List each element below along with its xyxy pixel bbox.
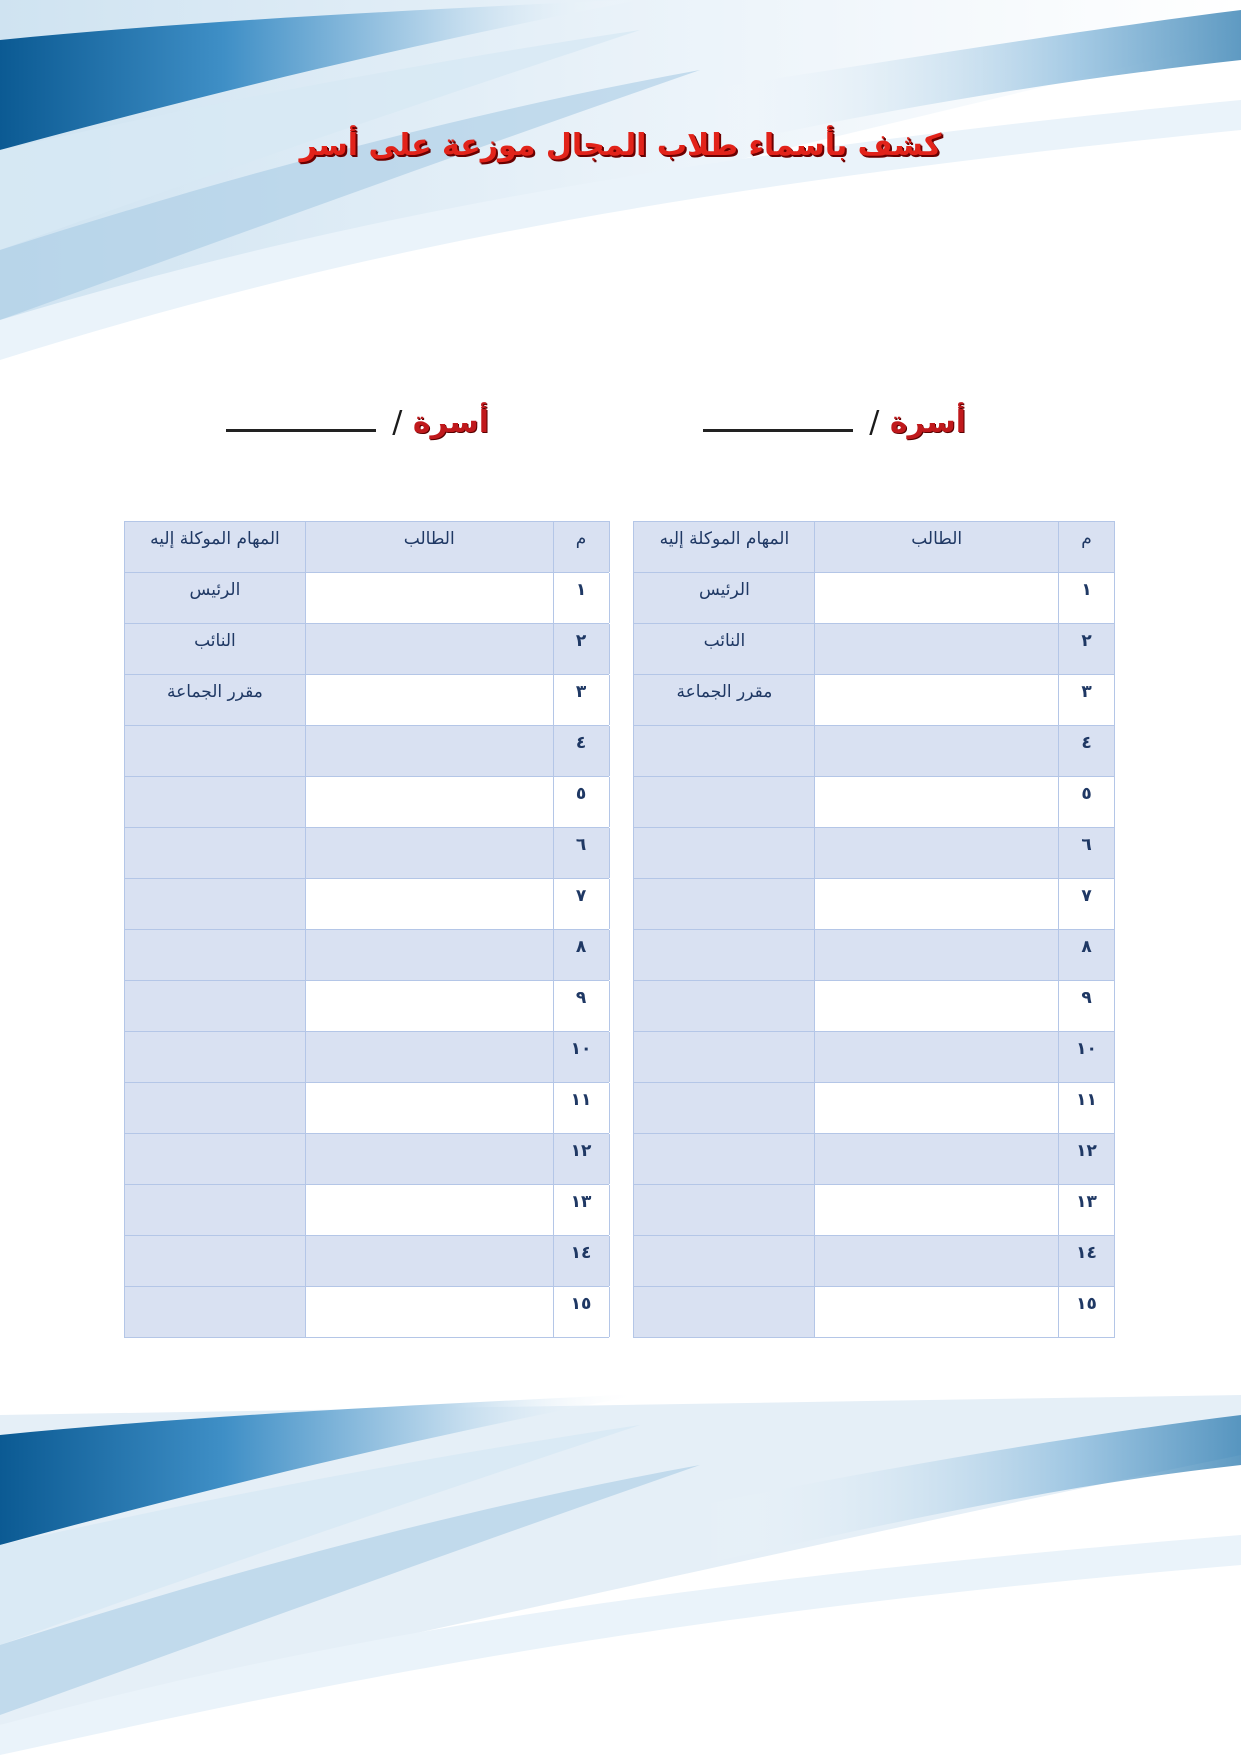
row-number-cell (1059, 1287, 1115, 1338)
row-number-cell-text: ١٣ (1076, 1192, 1097, 1212)
row-number-cell (553, 1287, 609, 1338)
task-cell (634, 1083, 815, 1134)
family-separator: / (869, 405, 880, 440)
row-number-cell-text: ٢ (575, 631, 587, 651)
task-cell (634, 828, 815, 879)
header-student: الطالب (305, 522, 553, 573)
row-number-cell-text: ١٥ (1076, 1294, 1097, 1314)
row-number-cell-text: ١٢ (570, 1141, 592, 1161)
table-row (125, 573, 1115, 624)
row-number-cell (553, 828, 609, 879)
student-name-cell[interactable] (305, 777, 553, 828)
student-name-cell[interactable] (305, 624, 553, 675)
row-number-cell-text: ٧ (1081, 886, 1092, 906)
table-gap (609, 1185, 634, 1236)
table-gap (609, 573, 634, 624)
row-number-cell-text: ١٢ (1076, 1141, 1097, 1161)
table-row (125, 777, 1115, 828)
student-name-cell[interactable] (815, 1287, 1059, 1338)
row-number-cell-text: ٢ (1081, 631, 1092, 651)
table-row (125, 930, 1115, 981)
task-cell (634, 573, 815, 624)
row-number-cell (1059, 726, 1115, 777)
row-number-cell (553, 624, 609, 675)
families-table (124, 521, 1115, 1338)
table-row (125, 726, 1115, 777)
student-name-cell[interactable] (815, 726, 1059, 777)
student-name-cell[interactable] (815, 777, 1059, 828)
family-label: أسرة (889, 405, 966, 440)
family-field-left (226, 405, 489, 440)
task-cell (125, 828, 306, 879)
task-cell (125, 777, 306, 828)
task-cell-text: مقرر الجماعة (167, 682, 263, 702)
row-number-cell-text: ٦ (575, 835, 587, 855)
task-cell-text: مقرر الجماعة (676, 682, 773, 702)
family-field-right (703, 405, 966, 440)
row-number-cell-text: ٨ (575, 937, 587, 957)
student-name-cell[interactable] (815, 1083, 1059, 1134)
header-wave-graphic (0, 0, 1241, 360)
row-number-cell-text: ١٣ (570, 1192, 592, 1212)
table-row (125, 1185, 1115, 1236)
row-number-cell (1059, 624, 1115, 675)
family-name-blank[interactable] (703, 429, 853, 432)
table-gap (609, 675, 634, 726)
row-number-cell (1059, 1134, 1115, 1185)
row-number-cell (553, 726, 609, 777)
row-number-cell (1059, 828, 1115, 879)
student-name-cell[interactable] (305, 726, 553, 777)
table-gap (609, 1083, 634, 1134)
header-student: الطالب (815, 522, 1059, 573)
student-name-cell[interactable] (305, 1032, 553, 1083)
student-name-cell[interactable] (815, 1032, 1059, 1083)
row-number-cell (553, 573, 609, 624)
table-row (125, 828, 1115, 879)
row-number-cell (553, 675, 609, 726)
row-number-cell-text: ٦ (1081, 835, 1092, 855)
row-number-cell (1059, 1032, 1115, 1083)
task-cell (634, 1236, 815, 1287)
row-number-cell-text: ٧ (575, 886, 587, 906)
row-number-cell (1059, 879, 1115, 930)
task-cell (125, 726, 306, 777)
table-gap (609, 777, 634, 828)
row-number-cell-text: ٨ (1081, 937, 1092, 957)
table-row (125, 1236, 1115, 1287)
row-number-cell (1059, 930, 1115, 981)
family-label: أسرة (412, 405, 489, 440)
student-name-cell[interactable] (305, 1236, 553, 1287)
header-task: المهام الموكلة إليه (634, 522, 815, 573)
student-name-cell[interactable] (815, 1236, 1059, 1287)
table-row (125, 624, 1115, 675)
page-title: كشف بأسماء طلاب المجال موزعة على أسر (299, 128, 942, 163)
task-cell (634, 1185, 815, 1236)
task-cell (125, 1185, 306, 1236)
table-gap (609, 981, 634, 1032)
student-name-cell[interactable] (305, 930, 553, 981)
row-number-cell-text: ٥ (1081, 784, 1092, 804)
row-number-cell (553, 1185, 609, 1236)
row-number-cell-text: ٩ (1081, 988, 1092, 1008)
row-number-cell-text: ١٤ (570, 1243, 592, 1263)
task-cell (125, 1287, 306, 1338)
row-number-cell (1059, 1185, 1115, 1236)
student-name-cell[interactable] (305, 1134, 553, 1185)
student-name-cell[interactable] (815, 1185, 1059, 1236)
student-name-cell[interactable] (815, 828, 1059, 879)
footer-wave-graphic (0, 1395, 1241, 1755)
table-row (125, 879, 1115, 930)
row-number-cell (553, 879, 609, 930)
student-name-cell[interactable] (305, 573, 553, 624)
student-name-cell[interactable] (815, 1134, 1059, 1185)
student-name-cell[interactable] (305, 1287, 553, 1338)
row-number-cell (553, 1236, 609, 1287)
table-gap (609, 1134, 634, 1185)
row-number-cell (553, 777, 609, 828)
task-cell (125, 930, 306, 981)
table-gap (609, 1287, 634, 1338)
family-separator: / (392, 405, 403, 440)
table-gap (609, 522, 634, 573)
row-number-cell-text: ٣ (1081, 682, 1092, 702)
row-number-cell (553, 1083, 609, 1134)
student-name-cell[interactable] (305, 828, 553, 879)
student-name-cell[interactable] (815, 624, 1059, 675)
header-number: م (1059, 522, 1115, 573)
task-cell (634, 930, 815, 981)
task-cell-text: النائب (703, 631, 746, 651)
table-gap (609, 1032, 634, 1083)
task-cell (125, 981, 306, 1032)
task-cell (634, 1287, 815, 1338)
task-cell (125, 573, 306, 624)
family-name-blank[interactable] (226, 429, 376, 432)
student-name-cell[interactable] (815, 981, 1059, 1032)
table-gap (609, 879, 634, 930)
task-cell-text: الرئيس (189, 580, 241, 600)
student-name-cell[interactable] (305, 675, 553, 726)
task-cell (125, 1083, 306, 1134)
row-number-cell (1059, 777, 1115, 828)
table-row (125, 981, 1115, 1032)
row-number-cell (1059, 1236, 1115, 1287)
row-number-cell-text: ١ (1081, 580, 1092, 600)
task-cell (634, 1134, 815, 1185)
student-name-cell[interactable] (815, 675, 1059, 726)
header-number: م (553, 522, 609, 573)
task-cell (125, 1134, 306, 1185)
student-name-cell[interactable] (815, 879, 1059, 930)
table-row (125, 1083, 1115, 1134)
row-number-cell-text: ١ (575, 580, 587, 600)
row-number-cell (553, 930, 609, 981)
row-number-cell (1059, 981, 1115, 1032)
table-gap (609, 624, 634, 675)
student-name-cell[interactable] (305, 981, 553, 1032)
header-task: المهام الموكلة إليه (125, 522, 306, 573)
row-number-cell-text: ٥ (575, 784, 587, 804)
table-header-row (125, 522, 1115, 573)
table-row (125, 1032, 1115, 1083)
task-cell (634, 981, 815, 1032)
table-row (125, 1287, 1115, 1338)
task-cell (125, 675, 306, 726)
task-cell-text: النائب (194, 631, 236, 651)
row-number-cell-text: ٤ (1081, 733, 1092, 753)
row-number-cell-text: ٩ (575, 988, 587, 1008)
task-cell-text: الرئيس (698, 580, 750, 600)
row-number-cell (553, 1032, 609, 1083)
row-number-cell (553, 1134, 609, 1185)
task-cell (634, 1032, 815, 1083)
task-cell (634, 777, 815, 828)
row-number-cell-text: ٤ (575, 733, 587, 753)
task-cell (634, 675, 815, 726)
row-number-cell-text: ٣ (575, 682, 587, 702)
task-cell (634, 624, 815, 675)
table-gap (609, 726, 634, 777)
row-number-cell (1059, 675, 1115, 726)
row-number-cell (1059, 1083, 1115, 1134)
table-row (125, 675, 1115, 726)
row-number-cell-text: ١١ (570, 1090, 592, 1110)
task-cell (634, 726, 815, 777)
student-name-cell[interactable] (815, 573, 1059, 624)
row-number-cell (1059, 573, 1115, 624)
task-cell (634, 879, 815, 930)
row-number-cell-text: ١٠ (1076, 1039, 1097, 1059)
table-row (125, 1134, 1115, 1185)
student-name-cell[interactable] (305, 1083, 553, 1134)
row-number-cell-text: ١٠ (570, 1039, 592, 1059)
task-cell (125, 624, 306, 675)
task-cell (125, 1032, 306, 1083)
table-gap (609, 930, 634, 981)
row-number-cell-text: ١١ (1076, 1090, 1097, 1110)
row-number-cell (553, 981, 609, 1032)
row-number-cell-text: ١٥ (570, 1294, 592, 1314)
table-gap (609, 828, 634, 879)
table-gap (609, 1236, 634, 1287)
student-name-cell[interactable] (815, 930, 1059, 981)
row-number-cell-text: ١٤ (1076, 1243, 1097, 1263)
student-name-cell[interactable] (305, 879, 553, 930)
student-name-cell[interactable] (305, 1185, 553, 1236)
task-cell (125, 1236, 306, 1287)
task-cell (125, 879, 306, 930)
